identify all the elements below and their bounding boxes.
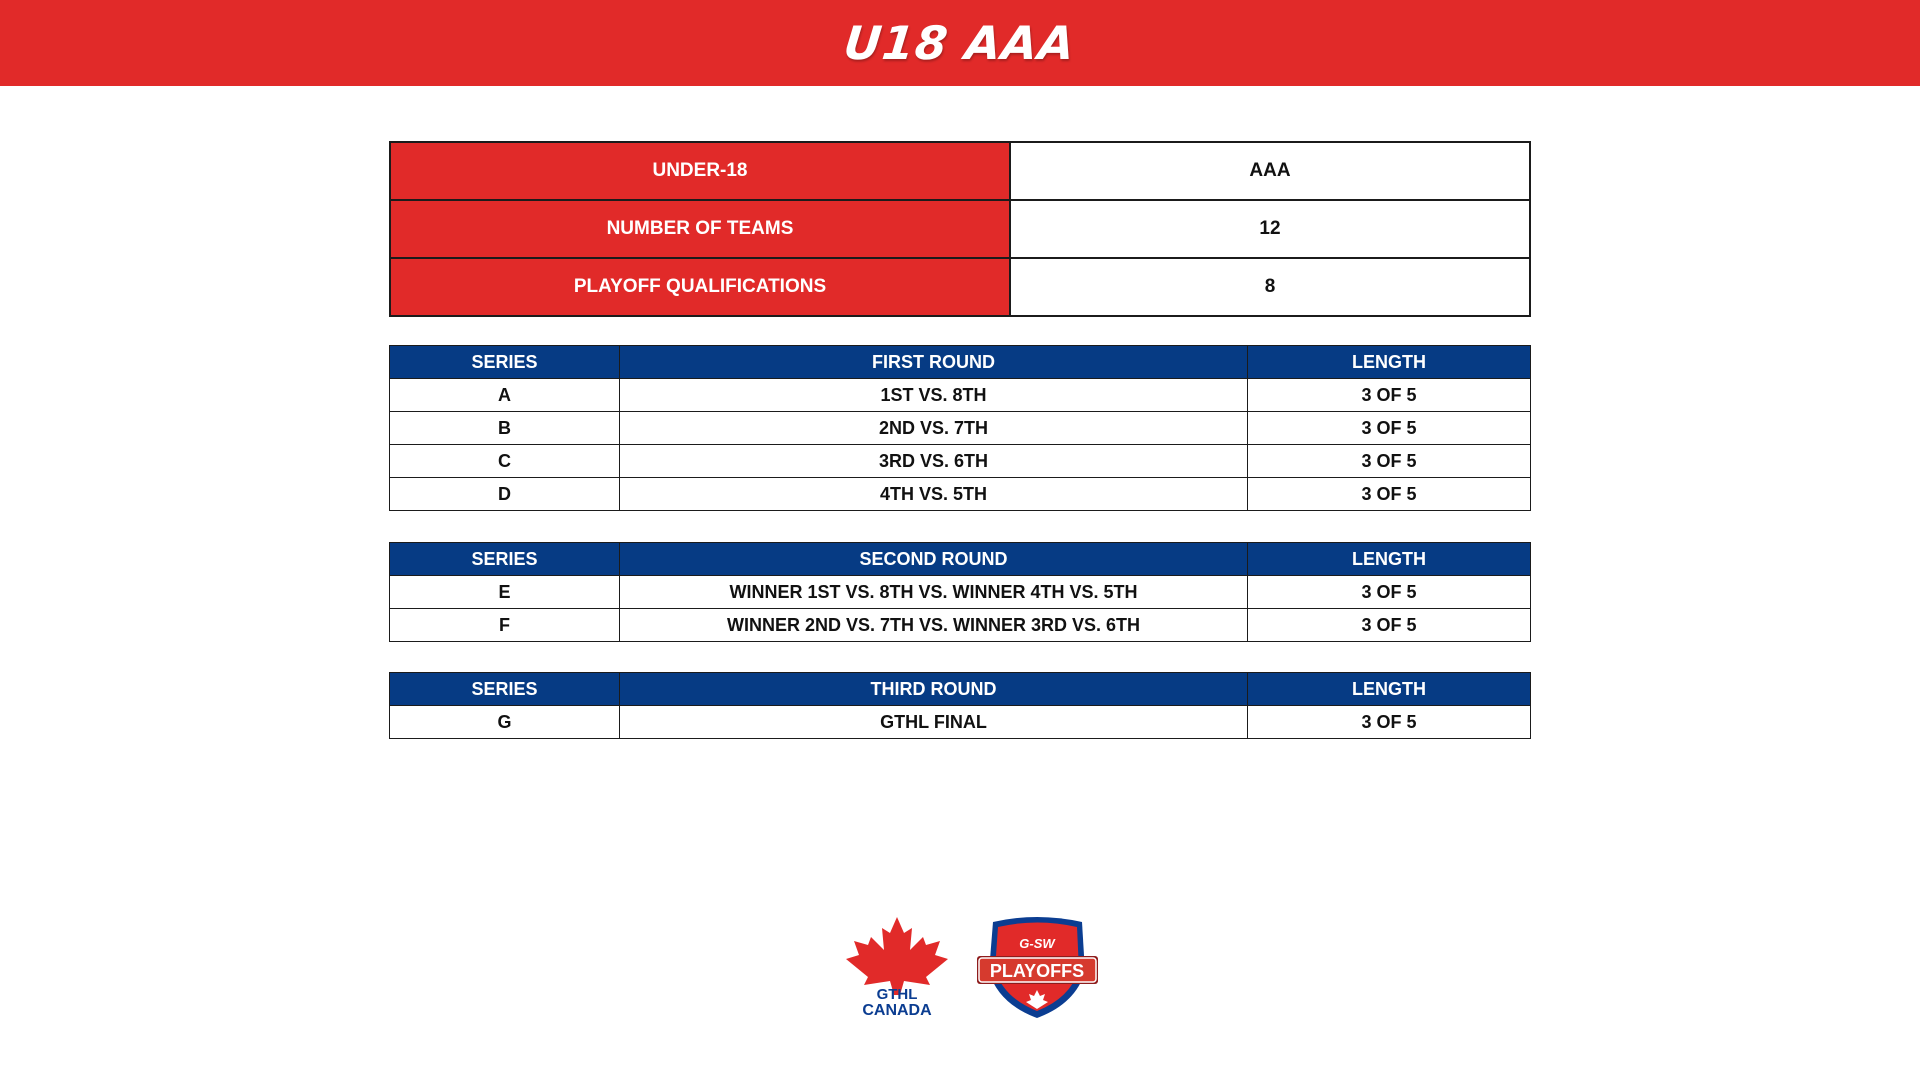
series-cell: B [390, 412, 620, 445]
page-title: U18 AAA [841, 16, 1079, 70]
table-row [390, 706, 1531, 739]
maple-leaf-icon [846, 917, 948, 995]
series-cell: G [390, 706, 620, 739]
matchup-cell: GTHL FINAL [620, 706, 1248, 739]
top-banner [0, 0, 1920, 86]
playoffs-main-text: PLAYOFFS [989, 961, 1085, 981]
series-cell: A [390, 379, 620, 412]
third-round-table [389, 672, 1531, 739]
matchup-cell: 2ND VS. 7TH [620, 412, 1248, 445]
column-header: LENGTH [1248, 346, 1531, 379]
matchup-cell: WINNER 2ND VS. 7TH VS. WINNER 3RD VS. 6TH [620, 609, 1248, 642]
summary-value: 12 [1010, 200, 1530, 258]
series-cell: D [390, 478, 620, 511]
column-header: SECOND ROUND [620, 543, 1248, 576]
column-header: THIRD ROUND [620, 673, 1248, 706]
table-row [390, 379, 1531, 412]
table-row [390, 412, 1531, 445]
length-cell: 3 OF 5 [1248, 706, 1531, 739]
matchup-cell: 1ST VS. 8TH [620, 379, 1248, 412]
summary-value: 8 [1010, 258, 1530, 316]
playoffs-logo [975, 912, 1100, 1022]
first-round-table [389, 345, 1531, 511]
summary-label: NUMBER OF TEAMS [390, 200, 1010, 258]
table-header-row [390, 673, 1531, 706]
canada-logo-text: CANADA [862, 1001, 932, 1019]
column-header: SERIES [390, 673, 620, 706]
summary-value: AAA [1010, 142, 1530, 200]
summary-label: UNDER-18 [390, 142, 1010, 200]
table-row [390, 609, 1531, 642]
series-cell: F [390, 609, 620, 642]
length-cell: 3 OF 5 [1248, 609, 1531, 642]
table-row [390, 576, 1531, 609]
series-cell: E [390, 576, 620, 609]
matchup-cell: WINNER 1ST VS. 8TH VS. WINNER 4TH VS. 5TH [620, 576, 1248, 609]
division-summary-table [389, 141, 1531, 317]
playoffs-top-text: G-SW [1019, 936, 1055, 951]
table-row [390, 478, 1531, 511]
table-row [390, 142, 1530, 200]
table-row [390, 200, 1530, 258]
length-cell: 3 OF 5 [1248, 478, 1531, 511]
series-cell: C [390, 445, 620, 478]
table-header-row [390, 346, 1531, 379]
second-round-table [389, 542, 1531, 642]
column-header: SERIES [390, 543, 620, 576]
table-header-row [390, 543, 1531, 576]
length-cell: 3 OF 5 [1248, 379, 1531, 412]
matchup-cell: 4TH VS. 5TH [620, 478, 1248, 511]
matchup-cell: 3RD VS. 6TH [620, 445, 1248, 478]
gthl-canada-logo [840, 915, 955, 1020]
length-cell: 3 OF 5 [1248, 576, 1531, 609]
footer-logos [840, 912, 1100, 1022]
table-row [390, 445, 1531, 478]
length-cell: 3 OF 5 [1248, 445, 1531, 478]
table-row [390, 258, 1530, 316]
gthl-logo-text: GTHL [876, 985, 918, 1003]
column-header: SERIES [390, 346, 620, 379]
column-header: FIRST ROUND [620, 346, 1248, 379]
column-header: LENGTH [1248, 673, 1531, 706]
summary-label: PLAYOFF QUALIFICATIONS [390, 258, 1010, 316]
length-cell: 3 OF 5 [1248, 412, 1531, 445]
column-header: LENGTH [1248, 543, 1531, 576]
